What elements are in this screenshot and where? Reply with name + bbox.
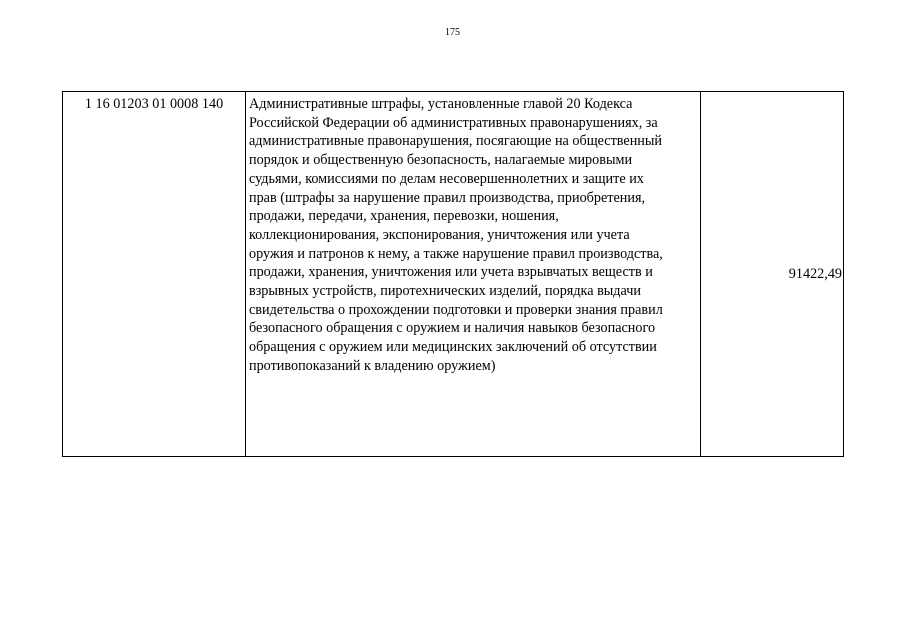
description-line: прав (штрафы за нарушение правил производства, приобретения, <box>249 189 646 206</box>
description-cell <box>246 92 701 457</box>
amount-cell: 91422,49 <box>701 92 844 457</box>
description-line: порядок и общественную безопасность, налагаемые мировыми <box>249 152 633 169</box>
description-line: коллекционирования, экспонирования, уничтожения или учета <box>249 226 630 243</box>
description-line: продажи, хранения, уничтожения или учета взрывчатых веществ и <box>249 264 653 281</box>
description-line: безопасного обращения с оружием и наличия навыков безопасного <box>249 320 656 337</box>
description-line: обращения с оружием или медицинских заключений об отсутствии <box>249 339 657 356</box>
description-line: Российской Федерации об административных правонарушениях, за <box>249 114 658 131</box>
classification-code: 1 16 01203 01 0008 140 <box>63 92 246 457</box>
description-line: противопоказаний к владению оружием) <box>249 357 496 374</box>
description-line: оружия и патронов к нему, а также нарушение правил производства, <box>249 245 663 262</box>
description-line: административные правонарушения, посягающие на общественный <box>249 133 663 150</box>
description-line: свидетельства о прохождении подготовки и проверки знания правил <box>249 301 663 318</box>
description-line: продажи, передачи, хранения, перевозки, ношения, <box>249 208 559 225</box>
budget-table <box>62 91 844 457</box>
page-number: 175 <box>445 27 460 38</box>
description-line: судьями, комиссиями по делам несовершеннолетних и защите их <box>249 170 644 187</box>
description-line: Административные штрафы, установленные главой 20 Кодекса <box>249 96 633 112</box>
description-line: взрывных устройств, пиротехнических изделий, порядка выдачи <box>249 283 641 300</box>
table-row <box>63 92 844 457</box>
